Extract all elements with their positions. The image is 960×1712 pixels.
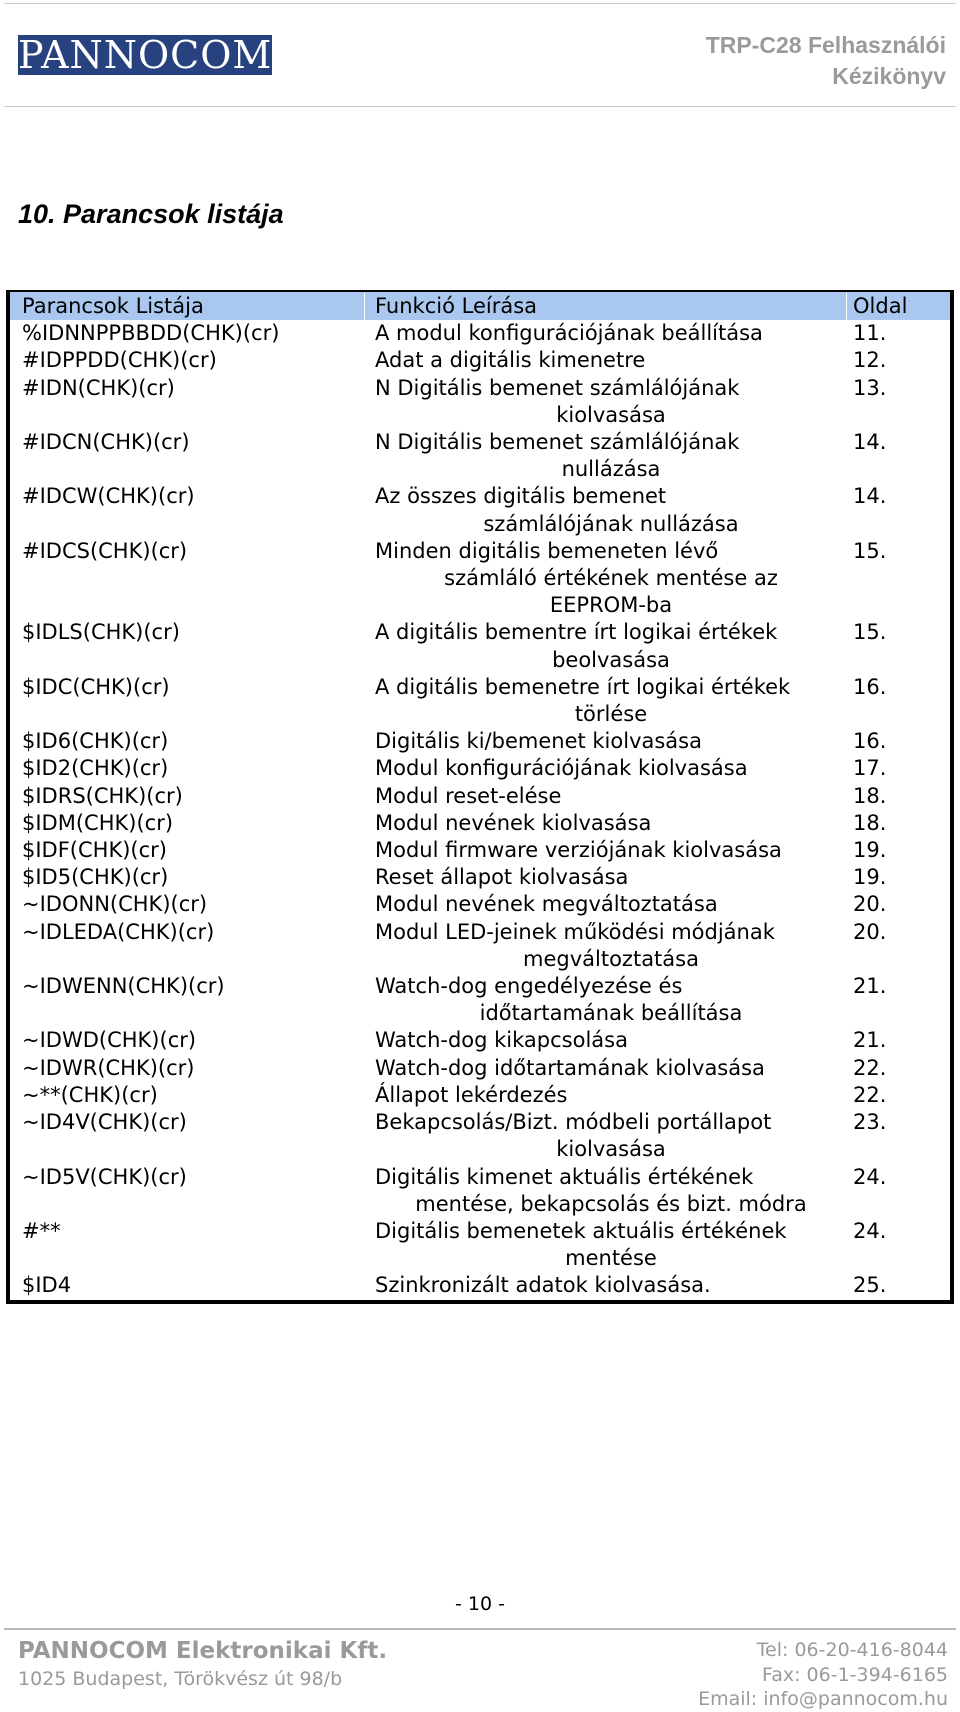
table-row	[10, 1272, 950, 1299]
description-line: Modul konfigurációjának kiolvasása	[375, 756, 748, 781]
table-row	[10, 1027, 950, 1054]
description-cell	[365, 1109, 847, 1163]
company-name: PANNOCOM Elektronikai Kft.	[18, 1638, 388, 1664]
description-cell	[365, 1218, 847, 1272]
description-line: N Digitális bemenet számlálójának	[375, 430, 740, 455]
description-line: mentése	[565, 1246, 657, 1271]
description-line: Watch-dog engedélyezése és	[375, 974, 683, 999]
page-cell: 20.	[853, 919, 887, 944]
description-line: Watch-dog időtartamának kiolvasása	[375, 1055, 765, 1080]
description-line: N Digitális bemenet számlálójának	[375, 375, 740, 400]
command-cell: ~IDWENN(CHK)(cr)	[22, 974, 225, 999]
command-cell: ~IDLEDA(CHK)(cr)	[22, 919, 215, 944]
description-line: Állapot lekérdezés	[375, 1082, 568, 1107]
page-cell: 19.	[853, 865, 887, 890]
page-cell: 11.	[853, 321, 887, 346]
page-cell: 17.	[853, 756, 887, 781]
command-cell: $ID2(CHK)(cr)	[22, 756, 169, 781]
description-line: EEPROM-ba	[549, 593, 673, 618]
description-cell	[365, 674, 847, 728]
description-cell	[365, 919, 847, 973]
command-cell: $ID4	[22, 1273, 72, 1298]
page-cell: 20.	[853, 892, 887, 917]
page-cell: 25.	[853, 1273, 887, 1298]
page-cell: 21.	[853, 974, 887, 999]
document-title	[586, 30, 946, 92]
table-row	[10, 973, 950, 1027]
table-row	[10, 1055, 950, 1082]
page-cell: 12.	[853, 348, 887, 373]
command-cell: $ID6(CHK)(cr)	[22, 729, 169, 754]
description-line: Modul nevének megváltoztatása	[375, 892, 718, 917]
command-cell: ~ID5V(CHK)(cr)	[22, 1164, 187, 1189]
description-cell	[365, 619, 847, 673]
table-body	[10, 320, 950, 1299]
description-line: Minden digitális bemeneten lévő	[375, 538, 719, 563]
command-cell: $IDC(CHK)(cr)	[22, 674, 170, 699]
description-line: Modul nevének kiolvasása	[375, 810, 652, 835]
page-cell: 15.	[853, 620, 887, 645]
description-line: Digitális bemenetek aktuális értékének	[375, 1218, 787, 1243]
company-address: 1025 Budapest, Törökvész út 98/b	[18, 1668, 343, 1690]
contact-email: Email: info@pannocom.hu	[698, 1688, 948, 1710]
description-cell	[365, 538, 847, 620]
column-header-page: Oldal	[853, 294, 908, 318]
table-row	[10, 728, 950, 755]
description-line: nullázása	[561, 457, 661, 482]
table-row	[10, 1109, 950, 1163]
command-cell: #IDPPDD(CHK)(cr)	[22, 348, 217, 373]
table-row	[10, 619, 950, 673]
command-cell: %IDNNPPBBDD(CHK)(cr)	[22, 321, 280, 346]
description-line: A modul konfigurációjának beállítása	[375, 321, 763, 346]
description-line: Reset állapot kiolvasása	[375, 865, 629, 890]
description-line: Digitális ki/bemenet kiolvasása	[375, 729, 702, 754]
description-cell	[365, 429, 847, 483]
description-cell	[365, 1027, 847, 1054]
description-line: Digitális kimenet aktuális értékének	[375, 1164, 754, 1189]
description-cell	[365, 1164, 847, 1218]
table-row	[10, 375, 950, 429]
table-row	[10, 429, 950, 483]
page-cell: 19.	[853, 838, 887, 863]
description-line: Modul reset-elése	[375, 783, 562, 808]
contact-phone: Tel: 06-20-416-8044	[756, 1639, 948, 1661]
table-row	[10, 320, 950, 347]
page-cell: 23.	[853, 1110, 887, 1135]
page-cell: 16.	[853, 729, 887, 754]
command-cell: ~ID4V(CHK)(cr)	[22, 1110, 187, 1135]
description-line: Watch-dog kikapcsolása	[375, 1028, 628, 1053]
command-cell: #IDCN(CHK)(cr)	[22, 430, 190, 455]
page-cell: 22.	[853, 1082, 887, 1107]
description-line: Modul firmware verziójának kiolvasása	[375, 838, 782, 863]
table-row	[10, 891, 950, 918]
description-line: Szinkronizált adatok kiolvasása.	[375, 1273, 711, 1298]
description-cell	[365, 864, 847, 891]
table-row	[10, 864, 950, 891]
column-header-commands: Parancsok Listája	[10, 293, 365, 320]
command-cell: ~IDWR(CHK)(cr)	[22, 1055, 195, 1080]
table-row	[10, 919, 950, 973]
description-line: Adat a digitális kimenetre	[375, 348, 646, 373]
contact-info	[548, 1638, 948, 1712]
table-row	[10, 1082, 950, 1109]
description-line: számláló értékének mentése az	[444, 566, 778, 591]
description-cell	[365, 347, 847, 374]
header-top-rule	[4, 3, 956, 4]
table-row	[10, 837, 950, 864]
command-cell: $IDRS(CHK)(cr)	[22, 783, 183, 808]
description-cell	[365, 783, 847, 810]
document-title-line-1: TRP-C28 Felhasználói	[705, 32, 946, 58]
description-line: megváltoztatása	[523, 946, 699, 971]
page-cell: 24.	[853, 1218, 887, 1243]
description-line: A digitális bementre írt logikai értékek	[375, 620, 778, 645]
table-row	[10, 347, 950, 374]
command-cell: $IDF(CHK)(cr)	[22, 838, 167, 863]
description-line: beolvasása	[552, 647, 670, 672]
page-cell: 24.	[853, 1164, 887, 1189]
command-cell: $IDM(CHK)(cr)	[22, 810, 174, 835]
description-line: Az összes digitális bemenet	[375, 484, 667, 509]
description-cell	[365, 891, 847, 918]
table-row	[10, 1218, 950, 1272]
description-cell	[365, 1272, 847, 1299]
description-line: időtartamának beállítása	[479, 1001, 743, 1026]
page-cell: 16.	[853, 674, 887, 699]
footer-rule	[4, 1628, 956, 1630]
command-cell: #IDN(CHK)(cr)	[22, 375, 175, 400]
description-cell	[365, 973, 847, 1027]
table-row	[10, 810, 950, 837]
description-line: Bekapcsolás/Bizt. módbeli portállapot	[375, 1110, 772, 1135]
page-cell: 14.	[853, 484, 887, 509]
contact-fax: Fax: 06-1-394-6165	[762, 1663, 948, 1686]
description-cell	[365, 1055, 847, 1082]
description-cell	[365, 728, 847, 755]
command-cell: #IDCW(CHK)(cr)	[22, 484, 195, 509]
description-cell	[365, 837, 847, 864]
command-cell: ~IDWD(CHK)(cr)	[22, 1028, 197, 1053]
table-row	[10, 783, 950, 810]
column-header-function: Funkció Leírása	[365, 293, 847, 320]
description-cell	[365, 375, 847, 429]
table-row	[10, 483, 950, 537]
page-cell: 18.	[853, 810, 887, 835]
description-line: A digitális bemenetre írt logikai értékek	[375, 674, 791, 699]
page-cell: 15.	[853, 538, 887, 563]
description-line: mentése, bekapcsolás és bizt. módra	[415, 1191, 807, 1216]
description-line: törlése	[574, 702, 648, 727]
table-row	[10, 674, 950, 728]
table-row	[10, 755, 950, 782]
table-header-row	[10, 292, 950, 320]
page-cell: 18.	[853, 783, 887, 808]
header-bottom-rule	[4, 106, 956, 107]
page-cell: 22.	[853, 1055, 887, 1080]
command-cell: #**	[22, 1218, 61, 1243]
description-cell	[365, 1082, 847, 1109]
page-cell: 21.	[853, 1028, 887, 1053]
command-cell: #IDCS(CHK)(cr)	[22, 538, 188, 563]
command-cell: ~**(CHK)(cr)	[22, 1082, 158, 1107]
command-cell: $ID5(CHK)(cr)	[22, 865, 169, 890]
table-row	[10, 538, 950, 620]
section-heading: 10. Parancsok listája	[18, 199, 284, 229]
command-table	[6, 290, 954, 1304]
document-title-line-2: Kézikönyv	[832, 63, 946, 89]
page-cell: 13.	[853, 375, 887, 400]
description-cell	[365, 755, 847, 782]
pannocom-logo: PANNOCOM	[18, 33, 273, 77]
description-line: Modul LED-jeinek működési módjának	[375, 919, 775, 944]
page-number: - 10 -	[455, 1593, 505, 1615]
description-line: számlálójának nullázása	[483, 511, 739, 536]
description-cell	[365, 483, 847, 537]
description-line: kiolvasása	[556, 1137, 666, 1162]
page-cell: 14.	[853, 430, 887, 455]
command-cell: ~IDONN(CHK)(cr)	[22, 892, 208, 917]
description-cell	[365, 320, 847, 347]
command-cell: $IDLS(CHK)(cr)	[22, 620, 180, 645]
table-row	[10, 1164, 950, 1218]
description-cell	[365, 810, 847, 837]
description-line: kiolvasása	[556, 402, 666, 427]
